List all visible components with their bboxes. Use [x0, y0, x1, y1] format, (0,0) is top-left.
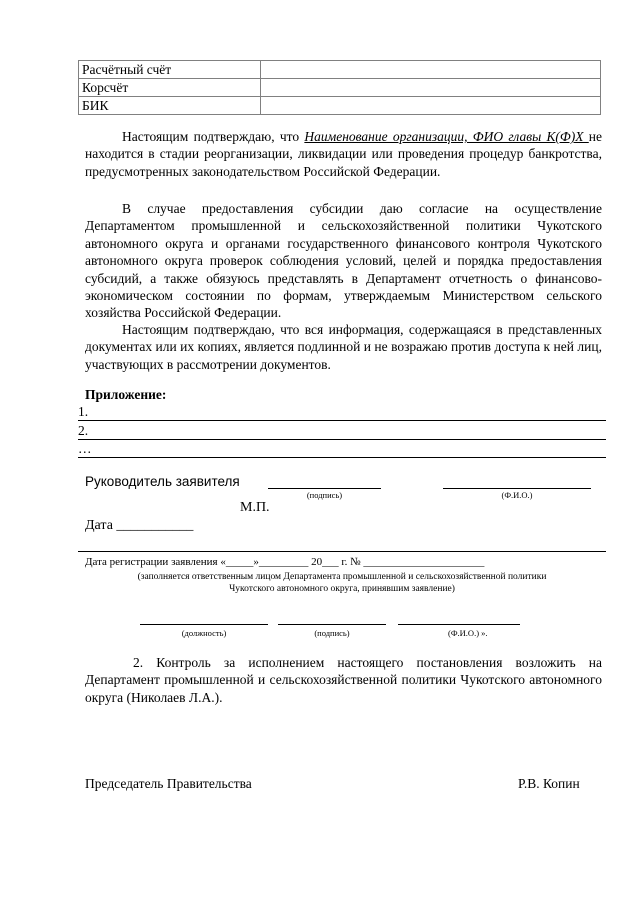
- appendix-title: Приложение:: [85, 387, 167, 402]
- appendix-item: [78, 441, 606, 458]
- table-row: [79, 61, 601, 79]
- bank-row-value: [261, 97, 601, 115]
- table-row: [79, 79, 601, 97]
- bank-row-label: Корсчёт: [79, 79, 261, 97]
- chairman-label: Председатель Правительства: [85, 776, 252, 791]
- bank-row-label: БИК: [79, 97, 261, 115]
- registration-note: (заполняется ответственным лицом Департамента промышленной и сельскохозяйственной политики: [137, 572, 547, 582]
- date-blank: ___________: [116, 518, 194, 533]
- confirmation-paragraph: [85, 128, 602, 180]
- registrar-name-line: [398, 624, 520, 625]
- registrar-name-caption: (Ф.И.О.) ».: [448, 628, 488, 638]
- registrar-signature-line: [278, 624, 386, 625]
- p1-end-text: не находится в стадии реорганизации, ликвидации или проведения процедур банкротства, предусмотренных законодательством Российской Федерации.: [85, 129, 602, 179]
- bank-details-table: [78, 60, 601, 115]
- bank-row-value: [261, 61, 601, 79]
- appendix-item-number: …: [78, 441, 92, 456]
- appendix-item-number: 2.: [78, 423, 89, 438]
- organization-name-placeholder: Наименование организации, ФИО главы К(Ф)Х: [304, 129, 589, 144]
- date-label: Дата: [85, 518, 113, 533]
- position-caption: (должность): [181, 628, 227, 638]
- registration-note: Чукотского автономного округа, принявшим заявление): [229, 584, 455, 594]
- appendix-item: [78, 404, 606, 421]
- position-line: [140, 624, 268, 625]
- name-line: [443, 488, 591, 489]
- registration-date-line: Дата регистрации заявления «_____»_________ 20___ г. № ______________________: [85, 556, 485, 568]
- table-row: [79, 97, 601, 115]
- appendix-item-number: 1.: [78, 404, 89, 419]
- signature-line: [268, 488, 381, 489]
- appendix-item: [78, 423, 606, 440]
- control-paragraph: 2. Контроль за исполнением настоящего постановления возложить на Департамент промышленной и сельскохозяйственной политики Чукотского автономного округа (Николаев Л.А.).: [85, 655, 602, 705]
- registration-divider: [78, 551, 606, 552]
- signature-caption: (подпись): [306, 490, 343, 500]
- bank-row-label: Расчётный счёт: [79, 61, 261, 79]
- name-caption: (Ф.И.О.): [501, 490, 533, 500]
- consent-paragraph: В случае предоставления субсидии даю согласие на осуществление Департаментом промышленной и сельскохозяйственной политики Чукотского автономного округа и органами государственного финансового контроля Чукотского автономного округа проверок соблюдения условий, целей и порядка предоставления субсидий, а также обязуюсь представлять в Департамент отчетность о финансово-экономическом состоянии по формам, утверждаемым Министерством сельского хозяйства Российской Федерации.: [85, 201, 602, 321]
- bank-row-value: [261, 79, 601, 97]
- authenticity-paragraph: Настоящим подтверждаю, что вся информация, содержащаяся в представленных документах или их копиях, является подлинной и не возражаю против доступа к ней лиц, участвующих в рассмотрении документов.: [85, 322, 602, 372]
- date-field: [85, 518, 193, 534]
- stamp-place-label: М.П.: [240, 500, 270, 515]
- registrar-signature-caption: (подпись): [314, 628, 350, 638]
- head-of-applicant-label: Руководитель заявителя: [85, 474, 240, 489]
- chairman-name: Р.В. Копин: [518, 776, 580, 791]
- p1-start-text: Настоящим подтверждаю, что: [122, 129, 305, 144]
